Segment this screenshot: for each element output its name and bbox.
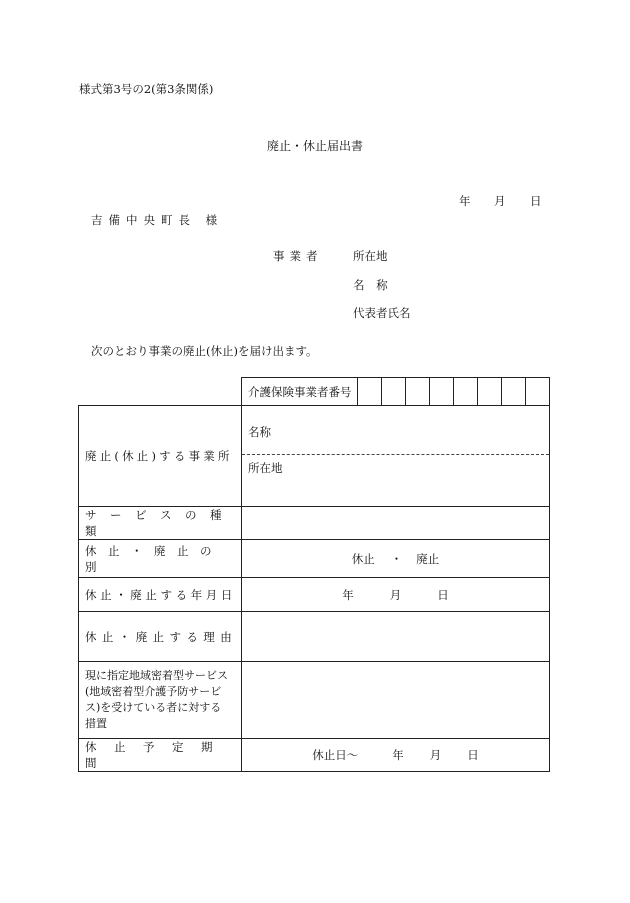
date-day-label: 日 xyxy=(530,194,542,208)
applicant-address-label: 所在地 xyxy=(353,249,388,263)
measures-label-line-4: 措置 xyxy=(85,717,107,730)
date-value[interactable] xyxy=(242,578,550,612)
form-number: 様式第3号の2(第3条関係) xyxy=(79,82,214,96)
date-value-month: 月 xyxy=(389,587,402,602)
document-title: 廃止・休止届出書 xyxy=(266,139,363,153)
reason-value[interactable] xyxy=(242,612,550,662)
provider-number-digit-7[interactable] xyxy=(502,378,526,406)
blank-cell xyxy=(79,378,242,406)
measures-label xyxy=(79,662,242,739)
applicant-label: 事業者 xyxy=(273,249,323,263)
service-type-label xyxy=(79,507,242,540)
period-month: 月 xyxy=(429,748,442,762)
period-value[interactable] xyxy=(242,739,550,772)
applicant-representative-label: 代表者氏名 xyxy=(353,306,411,320)
date-label-text: 休止・廃止する年月日 xyxy=(85,587,236,602)
facility-label-cell xyxy=(79,406,242,507)
distinction-label-text: 休止・廃止の別 xyxy=(85,543,223,574)
provider-number-digit-2[interactable] xyxy=(382,378,406,406)
notification-table xyxy=(78,377,550,772)
date-month-label: 月 xyxy=(494,194,506,208)
intro-text: 次のとおり事業の廃止(休止)を届け出ます。 xyxy=(91,344,318,358)
distinction-row xyxy=(79,540,550,578)
measures-label-line-1: 現に指定地域密着型サービス xyxy=(85,669,228,682)
facility-address-label: 所在地 xyxy=(248,461,283,475)
provider-number-digit-3[interactable] xyxy=(406,378,430,406)
date-value-year: 年 xyxy=(342,587,354,602)
service-type-label-text: サービスの種類 xyxy=(85,508,235,538)
reason-row xyxy=(79,612,550,662)
reason-label-text: 休止・廃止する理由 xyxy=(85,629,238,644)
facility-label xyxy=(85,448,241,464)
facility-name-label: 名称 xyxy=(248,425,271,439)
provider-number-digit-8[interactable] xyxy=(526,378,550,406)
provider-number-digit-4[interactable] xyxy=(430,378,454,406)
measures-value[interactable] xyxy=(242,662,550,739)
measures-row xyxy=(79,662,550,739)
provider-number-label: 介護保険事業者番号 xyxy=(242,378,358,406)
date-row xyxy=(79,578,550,612)
period-label-text: 休止予定期間 xyxy=(85,740,230,770)
measures-label-line-2: (地域密着型介護予防サービ xyxy=(85,685,222,698)
provider-number-row xyxy=(79,378,550,406)
applicant-name-label: 名 称 xyxy=(353,278,392,292)
distinction-suspend[interactable]: 休止 xyxy=(351,551,375,566)
facility-label-text: 廃止(休止)する事業所 xyxy=(85,449,233,463)
facility-row xyxy=(79,406,550,507)
distinction-separator: ・ xyxy=(390,551,403,566)
distinction-abolish[interactable]: 廃止 xyxy=(416,551,440,566)
provider-number-digit-5[interactable] xyxy=(454,378,478,406)
distinction-label xyxy=(79,540,242,578)
service-type-row xyxy=(79,507,550,540)
distinction-value[interactable] xyxy=(242,540,550,578)
reason-label xyxy=(79,612,242,662)
period-prefix: 休止日〜 xyxy=(312,748,359,762)
period-day: 日 xyxy=(467,748,479,762)
facility-address-field[interactable] xyxy=(242,455,549,506)
period-label xyxy=(79,739,242,772)
facility-value-cell xyxy=(242,406,550,507)
period-row xyxy=(79,739,550,772)
date-value-day: 日 xyxy=(437,587,449,602)
date-label xyxy=(79,578,242,612)
facility-name-field[interactable] xyxy=(242,406,549,455)
service-type-value[interactable] xyxy=(242,507,550,540)
addressee: 吉備中央町長 様 xyxy=(91,213,224,227)
measures-label-line-3: ス)を受けている者に対する xyxy=(85,701,222,714)
provider-number-digit-6[interactable] xyxy=(478,378,502,406)
date-year-label: 年 xyxy=(459,194,471,208)
period-year: 年 xyxy=(392,748,404,762)
provider-number-digit-1[interactable] xyxy=(358,378,382,406)
